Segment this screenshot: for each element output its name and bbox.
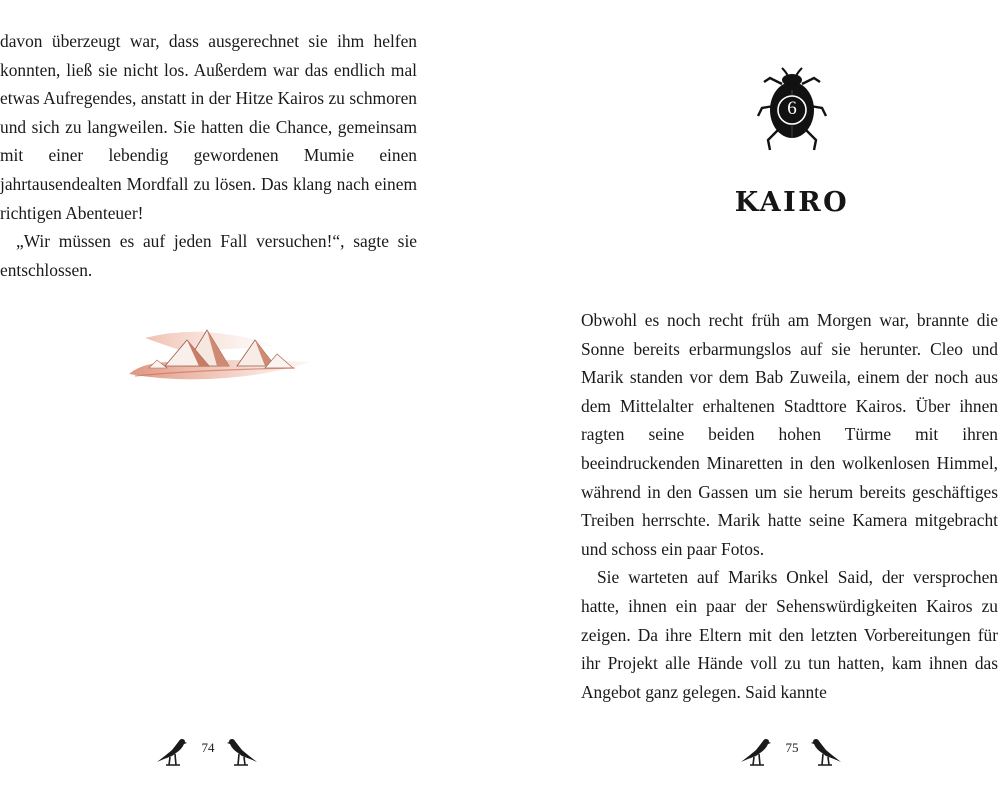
right-paragraph-1: Obwohl es noch recht früh am Morgen war, brannte die Sonne bereits erbarmungslos auf sie herunter. Cleo und Marik standen vor dem Bab Zuweila, einem der noch aus dem Mittelalter erhaltenen Stadttore Kairos. Über ihnen ragten seine beiden hohen Türme mit ihren beeindruckenden Minaretten in den wolkenlosen Himmel, während in den Gassen um sie herum bereits geschäftiges Treiben herrschte. Marik hatte seine Kamera mitgebracht und schoss ein paar Fotos. — [581, 310, 998, 559]
chapter-emblem — [752, 60, 832, 160]
right-page-text — [581, 306, 998, 706]
left-footer — [148, 733, 268, 773]
left-paragraph-2: „Wir müssen es auf jeden Fall versuchen!“, sagte sie entschlossen. — [0, 231, 417, 280]
hieroglyph-bird-icon — [154, 733, 190, 769]
hieroglyph-bird-icon — [808, 733, 844, 769]
left-page-text — [0, 27, 417, 284]
hieroglyph-bird-icon — [224, 733, 260, 769]
pyramids-illustration — [125, 316, 315, 391]
page-number: 74 — [201, 740, 215, 755]
hieroglyph-bird-icon — [738, 733, 774, 769]
right-paragraph-2: Sie warteten auf Mariks Onkel Said, der versprochen hatte, ihnen ein paar der Sehenswürdigkeiten Kairos zu zeigen. Da ihre Eltern mit den letzten Vorbereitungen für ihr Projekt alle Hände voll zu tun hatten, kam ihnen das Angebot ganz gelegen. Said kannte — [581, 567, 998, 702]
left-paragraph-1: davon überzeugt war, dass ausgerechnet sie ihm helfen konnten, ließ sie nicht los. Außerdem war das endlich mal etwas Aufregendes, anstatt in der Hitze Kairos zu schmoren und sich zu langweilen. Sie hatten die Chance, gemeinsam mit einer lebendig gewordenen Mumie einen jahrtausendealten Mordfall zu lösen. Das klang nach einem richtigen Abenteuer! — [0, 31, 417, 223]
right-footer — [732, 733, 852, 773]
chapter-number: 6 — [787, 98, 797, 119]
right-page — [500, 0, 1000, 800]
page-number: 75 — [785, 740, 799, 755]
chapter-title: KAIRO — [734, 187, 850, 218]
